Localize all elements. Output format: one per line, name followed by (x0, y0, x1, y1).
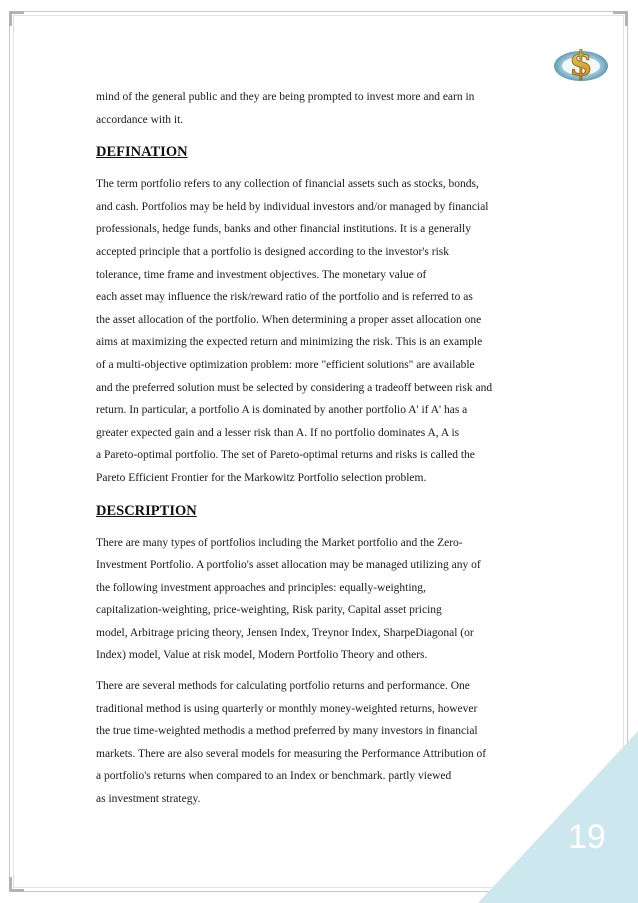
page-number: 19 (568, 818, 606, 856)
corner-ornament-top-right (613, 11, 628, 26)
text-line: Investment Portfolio. A portfolio's asset allocation may be managed utilizing any of (96, 559, 481, 572)
text-line: of a multi-objective optimization problem: more "efficient solutions" are available (96, 358, 475, 371)
text-line: capitalization-weighting, price-weighting, Risk parity, Capital asset pricing (96, 604, 442, 617)
text-line: the asset allocation of the portfolio. When determining a proper asset allocation one (96, 313, 482, 326)
paragraph-spacer (96, 667, 546, 675)
text-line: Index) model, Value at risk model, Modern Portfolio Theory and others. (96, 649, 428, 662)
text-line: return. In particular, a portfolio A is dominated by another portfolio A' if A' has a (96, 404, 468, 417)
text-line: Pareto Efficient Frontier for the Markowitz Portfolio selection problem. (96, 471, 427, 484)
description-paragraph-2 (96, 675, 546, 811)
definition-paragraph (96, 173, 546, 489)
gold-dollar-sign-icon (552, 37, 610, 85)
description-paragraph-1 (96, 532, 546, 668)
text-line: There are several methods for calculating portfolio returns and performance. One (96, 680, 470, 693)
text-line: professionals, hedge funds, banks and other financial institutions. It is a generally (96, 223, 471, 236)
text-line: markets. There are also several models for measuring the Performance Attribution of (96, 747, 487, 760)
text-line: the following investment approaches and principles: equally-weighting, (96, 581, 426, 594)
text-line: each asset may influence the risk/reward ratio of the portfolio and is referred to as (96, 291, 473, 304)
text-line: aims at maximizing the expected return and minimizing the risk. This is an example (96, 336, 483, 349)
svg-text:$: $ (569, 44, 593, 84)
text-line: and cash. Portfolios may be held by individual investors and/or managed by financial (96, 200, 489, 213)
text-line: mind of the general public and they are being prompted to invest more and earn in (96, 91, 475, 103)
corner-ornament-top-left (9, 11, 24, 26)
document-body (96, 86, 546, 811)
text-line: There are many types of portfolios including the Market portfolio and the Zero- (96, 536, 463, 549)
text-line: the true time-weighted methodis a method preferred by many investors in financial (96, 725, 478, 738)
corner-ornament-bottom-left (9, 877, 24, 892)
text-line: tolerance, time frame and investment objectives. The monetary value of (96, 268, 427, 281)
text-line: The term portfolio refers to any collection of financial assets such as stocks, bonds, (96, 178, 479, 191)
text-line: accordance with it. (96, 113, 184, 126)
text-line: traditional method is using quarterly or monthly money-weighted returns, however (96, 702, 478, 715)
text-line: a Pareto-optimal portfolio. The set of Pareto-optimal returns and risks is called the (96, 449, 475, 462)
text-line: a portfolio's returns when compared to an Index or benchmark. partly viewed (96, 770, 452, 783)
section-heading-description: DESCRIPTION (96, 502, 197, 519)
text-line: model, Arbitrage pricing theory, Jensen Index, Treynor Index, SharpeDiagonal (or (96, 626, 474, 639)
text-line: greater expected gain and a lesser risk than A. If no portfolio dominates A, A is (96, 426, 460, 439)
text-line: as investment strategy. (96, 793, 201, 806)
text-line: accepted principle that a portfolio is designed according to the investor's risk (96, 245, 450, 258)
text-line: and the preferred solution must be selected by considering a tradeoff between risk and (96, 381, 493, 394)
section-heading-definition: DEFINATION (96, 144, 188, 161)
intro-paragraph (96, 86, 546, 131)
